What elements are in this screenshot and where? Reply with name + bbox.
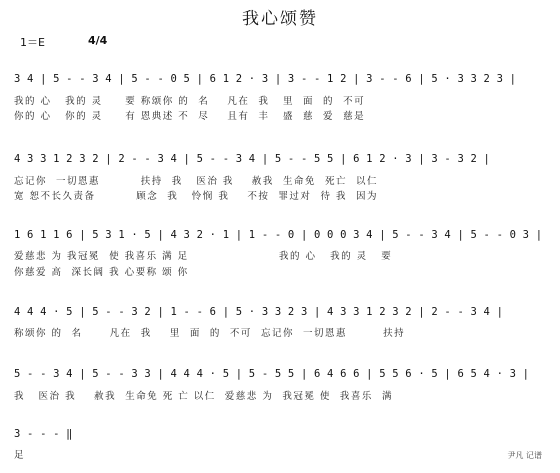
notation-line: 4 4 4 · 5 | 5 - - 3 2 | 1 - - 6 | 5 · 3 3 2 3 | 4 3 3 1 2 3 2 | 2 - - 3 4 |	[14, 306, 504, 318]
lyrics-verse-1: 足	[14, 450, 26, 461]
lyrics-verse-2: 你的 心 你的 灵 有 恩典述 不 尽 且有 丰 盛 慈 爱 慈是	[14, 111, 366, 122]
notation-line: 1 6 1 1 6 | 5 3 1 · 5 | 4 3 2 · 1 | 1 - - 0 | 0 0 0 3 4 | 5 - - 3 4 | 5 - - 0 3 |	[14, 229, 543, 241]
lyrics-verse-2: 你慈爱 高 深长阔 我 心要称 颂 你	[14, 267, 189, 278]
lyrics-verse-1: 爱慈悲 为 我冠冕 使 我喜乐 满 足 我的 心 我的 灵 要	[14, 251, 393, 262]
lyrics-verse-1: 称颂你 的 名 凡在 我 里 面 的 不可 忘记你 一切恩惠 扶持	[14, 328, 406, 339]
lyrics-verse-1: 忘记你 一切恩惠 扶持 我 医治 我 赦我 生命免 死亡 以仁	[14, 176, 379, 187]
notation-line: 4 3 3 1 2 3 2 | 2 - - 3 4 | 5 - - 3 4 | 5 - - 5 5 | 6 1 2 · 3 | 3 - 3 2 |	[14, 153, 491, 165]
time-signature: 4/4	[88, 34, 108, 47]
song-title: 我心颂赞	[242, 9, 318, 29]
lyrics-verse-1: 我 医治 我 赦我 生命免 死 亡 以仁 爱慈悲 为 我冠冕 使 我喜乐 满	[14, 391, 393, 402]
lyrics-verse-1: 我的 心 我的 灵 要 称颂你 的 名 凡在 我 里 面 的 不可	[14, 96, 366, 107]
lyrics-verse-2: 宽 恕不长久责备 顾念 我 怜悯 我 不按 罪过对 待 我 因为	[14, 191, 379, 202]
notation-line: 3 4 | 5 - - 3 4 | 5 - - 0 5 | 6 1 2 · 3 | 3 - - 1 2 | 3 - - 6 | 5 · 3 3 2 3 |	[14, 73, 517, 85]
notation-line: 5 - - 3 4 | 5 - - 3 3 | 4 4 4 · 5 | 5 - 5 5 | 6 4 6 6 | 5 5 6 · 5 | 6 5 4 · 3 |	[14, 368, 530, 380]
key-signature: 1＝E	[20, 36, 45, 49]
notation-line: 3 - - - ‖	[14, 428, 73, 440]
arranger-credit: 尹凡 记谱	[507, 451, 542, 460]
